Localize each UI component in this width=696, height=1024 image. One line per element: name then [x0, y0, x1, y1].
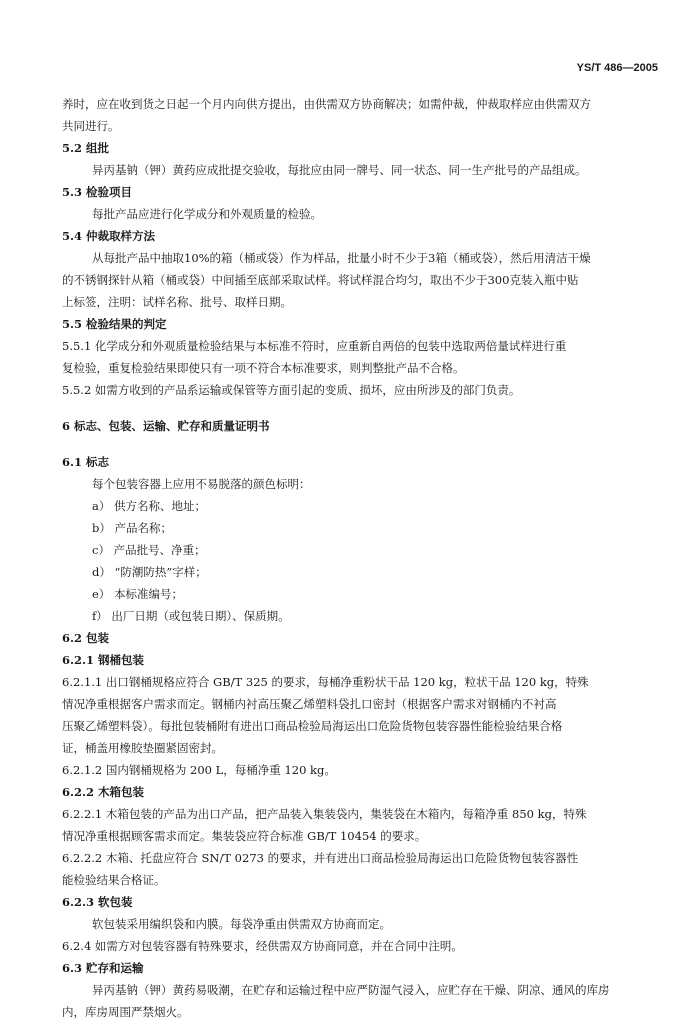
section-heading: 6.2.2 木箱包装 [62, 785, 145, 799]
text-line: 6.2.2.2 木箱、托盘应符合 SN/T 0273 的要求，并有进出口商品检验局海运出口危险货物包装容器性 [62, 851, 579, 865]
text-line: 共同进行。 [62, 119, 120, 133]
text-line: 5.5.1 化学成分和外观质量检验结果与本标准不符时，应重新自两倍的包装中选取两倍量试样进行重 [62, 339, 567, 353]
list-item: a） 供方名称、地址； [92, 499, 207, 513]
section-heading: 6.2 包装 [62, 631, 110, 645]
text-line: 复检验，重复检验结果即使只有一项不符合本标准要求，则判整批产品不合格。 [62, 361, 465, 375]
list-item: b） 产品名称； [92, 521, 173, 535]
text-line: 软包装采用编织袋和内膜。每袋净重由供需双方协商而定。 [92, 917, 391, 931]
text-line: 内，库房周围严禁烟火。 [62, 1005, 189, 1019]
text-line: 6.2.4 如需方对包装容器有特殊要求，经供需双方协商同意，并在合同中注明。 [62, 939, 463, 953]
text-line: 每个包装容器上应用不易脱落的颜色标明： [92, 477, 311, 491]
text-line: 6.2.1.2 国内钢桶规格为 200 L，每桶净重 120 kg。 [62, 763, 336, 777]
text-line: 6.2.1.1 出口钢桶规格应符合 GB/T 325 的要求，每桶净重粉状干品 120 kg，粒状干品 120 kg，特殊 [62, 675, 589, 689]
text-line: 养时，应在收到货之日起一个月内向供方提出，由供需双方协商解决；如需仲裁，仲裁取样应由供需双方 [62, 97, 591, 111]
text-line: 从每批产品中抽取10%的箱（桶或袋）作为样品，批量小时不少于3箱（桶或袋），然后用清洁干燥 [92, 251, 591, 265]
section-heading: 6.3 贮存和运输 [62, 961, 144, 975]
text-line: 每批产品应进行化学成分和外观质量的检验。 [92, 207, 322, 221]
text-line: 6.2.2.1 木箱包装的产品为出口产品，把产品装入集装袋内，集装袋在木箱内，每箱净重 850 kg，特殊 [62, 807, 587, 821]
standard-code: YS/T 486—2005 [576, 62, 658, 74]
list-item: c） 产品批号、净重； [92, 543, 206, 557]
section-heading: 5.5 检验结果的判定 [62, 317, 167, 331]
section-heading: 6.1 标志 [62, 455, 110, 469]
list-item: e） 本标准编号； [92, 587, 183, 601]
text-line: 情况净重根据顾客需求而定。集装袋应符合标准 GB/T 10454 的要求。 [62, 829, 427, 843]
text-line: 能检验结果合格证。 [62, 873, 166, 887]
text-line: 证，桶盖用橡胶垫圈紧固密封。 [62, 741, 223, 755]
section-heading: 5.2 组批 [62, 141, 110, 155]
text-line: 5.5.2 如需方收到的产品系运输或保管等方面引起的变质、损坏，应由所涉及的部门负责。 [62, 383, 521, 397]
text-line: 情况净重根据客户需求而定。钢桶内衬高压聚乙烯塑料袋扎口密封（根据客户需求对钢桶内不衬高 [62, 697, 557, 711]
list-item: d） “防潮防热”字样； [92, 565, 207, 579]
section-heading: 6.2.3 软包装 [62, 895, 133, 909]
section-heading: 6.2.1 钢桶包装 [62, 653, 145, 667]
section-heading: 5.4 仲裁取样方法 [62, 229, 156, 243]
text-line: 的不锈钢探针从箱（桶或袋）中间插至底部采取试样。将试样混合均匀，取出不少于300克装入瓶中贴 [62, 273, 579, 287]
text-line: 压聚乙烯塑料袋）。每批包装桶附有进出口商品检验局海运出口危险货物包装容器性能检验结果合格 [62, 719, 563, 733]
text-line: 上标签，注明：试样名称、批号、取样日期。 [62, 295, 292, 309]
list-item: f） 出厂日期（或包装日期）、保质期。 [92, 609, 290, 623]
text-line: 异丙基钠（钾）黄药易吸潮，在贮存和运输过程中应严防湿气浸入，应贮存在干燥、阴凉、通风的库房 [92, 983, 610, 997]
section-heading: 5.3 检验项目 [62, 185, 133, 199]
text-line: 异丙基钠（钾）黄药应成批提交验收，每批应由同一牌号、同一状态、同一生产批号的产品组成。 [92, 163, 587, 177]
chapter-heading: 6 标志、包装、运输、贮存和质量证明书 [62, 419, 270, 433]
